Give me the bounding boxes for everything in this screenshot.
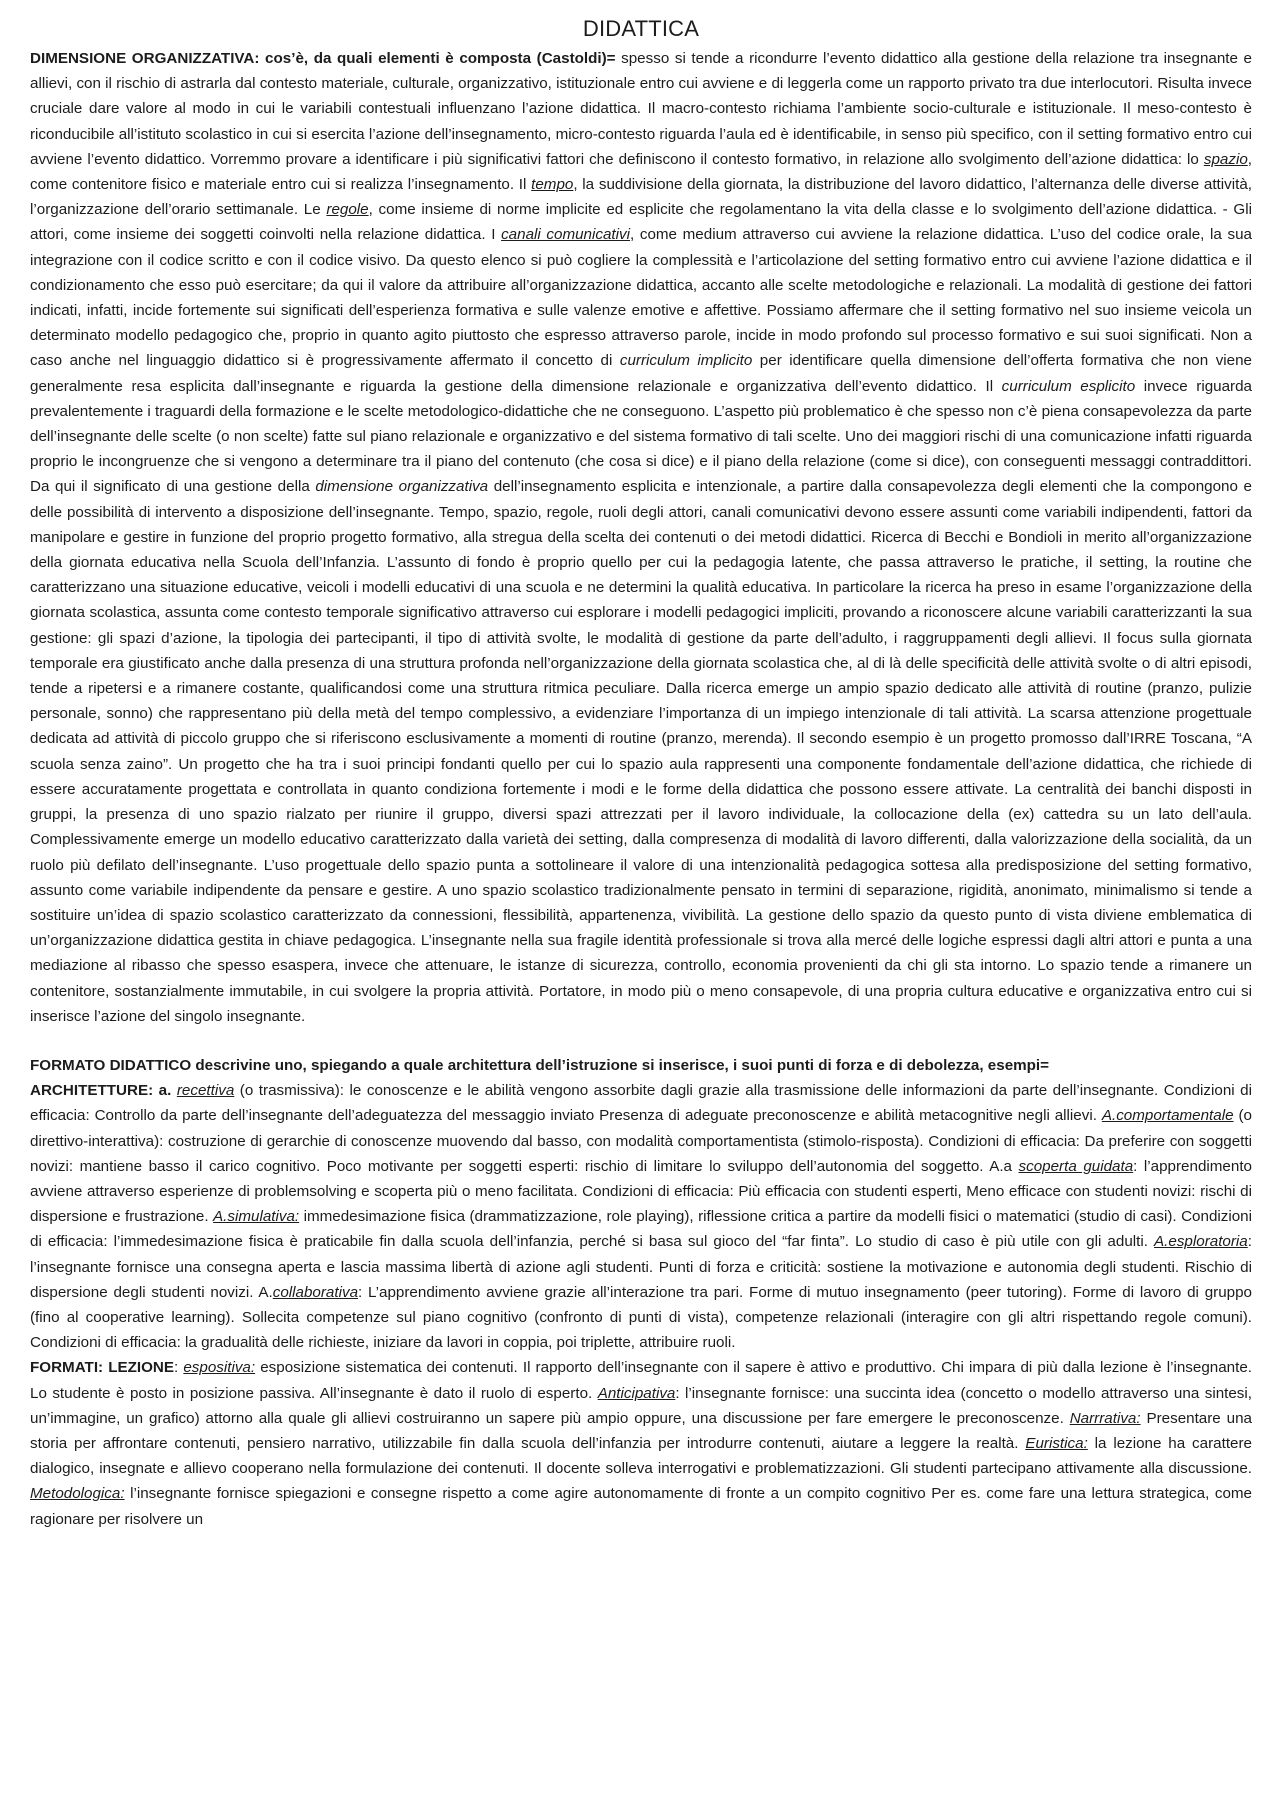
paragraph-formati-lezione: [30, 1355, 1252, 1531]
text-run: :: [174, 1359, 184, 1377]
term-simulativa: A.simulativa:: [213, 1208, 300, 1226]
text-run: Presentare una storia per affrontare contenuti, pensiero narrativo, utilizzabile fin dalla scuola dell’infanzia per introdurre contenuti, aiutare a leggere la realtà.: [30, 1409, 1252, 1452]
term-curriculum-implicito: curriculum implicito: [619, 352, 753, 370]
term-collaborativa: collaborativa: [272, 1283, 359, 1301]
term-dimensione-organizzativa: dimensione organizzativa: [315, 478, 489, 496]
term-curriculum-esplicito: curriculum esplicito: [1001, 377, 1136, 395]
section-lead-formati: FORMATI: LEZIONE: [30, 1359, 175, 1377]
section-spacer: [30, 1029, 1252, 1053]
term-scoperta-guidata: scoperta guidata: [1018, 1157, 1134, 1175]
text-run: , come insieme di norme implicite ed esplicite che regolamentano la vita della classe e lo svolgimento dell’azione didattica. - Gli attori, come insieme dei soggetti coinvolti nella relazione didattica. I: [30, 201, 1252, 244]
text-run: dell’insegnamento esplicita e intenzionale, a partire dalla consapevolezza degli elementi che la compongono e delle possibilità di intervento a disposizione dell’insegnante. Tempo, spazio, regole, ruoli degli attori, canali comunicativi devono essere assunti come variabili indipendenti, fattori da manipolare e gestire in funzione del proprio progetto formativo, alla stregua della scelta dei contenuti o dei metodi didattici. Ricerca di Becchi e Bondioli in merito all’organizzazione della giornata educativa nella Scuola dell’Infanzia. L’assunto di fondo è proprio quello per cui la pedagogia latente, che passa attraverso le pratiche, il setting, la routine che caratterizzano una situazione educative, veicoli i modelli educativi di una scuola e ne determini la qualità educativa. In particolare la ricerca ha preso in esame l’organizzazione della giornata scolastica, assunta come contesto temporale significativo attraverso cui esplorare i modelli pedagogici impliciti, provando a riconoscere alcune variabili caratterizzanti la sua gestione: gli spazi d’azione, la tipologia dei partecipanti, il tipo di attività svolte, le modalità di gestione da parte dell’adulto, i raggruppamenti degli allievi. Il focus sulla giornata temporale era giustificato anche dalla presenza di una struttura profonda nell’organizzazione della giornata scolastica che, al di là delle specificità delle attività svolte o di altri episodi, tende a ripetersi e a rimanere costante, qualificandosi come una struttura ritmica peculiare. Dalla ricerca emerge un ampio spazio dedicato alle attività di routine (pranzo, pulizie personale, sonno) che rappresentano più della metà del tempo complessivo, a evidenziare l’importanza di un impiego intenzionale di tali attività. La scarsa attenzione progettuale dedicata ad attività di piccolo gruppo che si riferiscono esclusivamente a momenti di routine (pranzo, merenda). Il secondo esempio è un progetto promosso dall’IRRE Toscana, “A scuola senza zaino”. Un progetto che ha tra i suoi principi fondanti quello per cui lo spazio aula rappresenti una componente fondamentale dell’azione didattica, che richiede di essere accuratamente progettata e controllata in quanto condiziona fortemente i modi e le forme della didattica che possono essere attivate. La centralità dei banchi disposti in gruppi, la presenza di uno spazio rialzato per riunire il gruppo, diversi spazi attrezzati per il lavoro individuale, la collocazione della (ex) cattedra su un lato dell’aula. Complessivamente emerge un modello educativo caratterizzato dalla varietà dei setting, dalla compresenza di modalità di lavoro differenti, dalla valorizzazione della socialità, da un ruolo più defilato dell’insegnante. L’uso progettuale dello spazio punta a sottolineare il valore di una intenzionalità pedagogica sottesa alla predisposizione del setting formativo, assunto come variabile indipendente da pensare e gestire. A uno spazio scolastico tradizionalmente pensato in termini di separazione, rigidità, anonimato, minimalismo si tende a sostituire un’idea di spazio scolastico caratterizzato da connessioni, flessibilità, appartenenza, vivibilità. La gestione dello spazio da questo punto di vista diviene emblematica di un’organizzazione didattica gestita in chiave pedagogica. L’insegnante nella sua fragile identità professionale si trova alla mercé delle logiche espressi dagli altri attori e punta a una mediazione al ribasso che spesso esaspera, invece che attenuare, le istanze di sicurezza, controllo, economia provenienti da chi gli sta intorno. Lo spazio tende a rimanere un contenitore, sostanzialmente immutabile, in cui svolgere la propria attività. Portatore, in modo più o meno consapevole, di una propria cultura educative e organizzativa entro cui si inserisce l’azione del singolo insegnante.: [30, 478, 1252, 1025]
term-euristica: Euristica:: [1025, 1434, 1088, 1452]
text-run: immedesimazione fisica (drammatizzazione, role playing), riflessione critica a partire da modelli fisici o matematici (studio di casi). Condizioni di efficacia: l’immedesimazione fisica è praticabile fin dalla scuola dell’infanzia, perché si basa sul gioco del “far finta”. Lo studio di caso è più utile con gli adulti.: [30, 1208, 1252, 1251]
text-run: : l’insegnante fornisce: una succinta idea (concetto o modello attraverso una sintesi, un’immagine, un grafico) attorno alla quale gli allievi costruiranno un sapere più ampio oppure, una discussione per fare emergere le preconoscenze.: [30, 1384, 1252, 1427]
term-narrativa: Narrrativa:: [1069, 1409, 1141, 1427]
paragraph-dimensione-organizzativa: [30, 46, 1252, 1029]
term-esploratoria: A.esploratoria: [1154, 1233, 1248, 1251]
text-run: , come contenitore fisico e materiale entro cui si realizza l’insegnamento. Il: [30, 150, 1252, 194]
text-run: esposizione sistematica dei contenuti. Il rapporto dell’insegnante con il sapere è attivo e produttivo. Chi impara di più dalla lezione è l’insegnante. Lo studente è posto in posizione passiva. All’insegnante è dato il ruolo di esperto.: [30, 1359, 1252, 1402]
document-title: DIDATTICA: [582, 16, 700, 41]
term-spazio: spazio: [1203, 150, 1248, 168]
text-run: la lezione ha carattere dialogico, insegnate e allievo cooperano nella formulazione dei contenuti. Il docente solleva interrogativi e problematizzazioni. Gli studenti partecipano attivamente alla discussione.: [30, 1434, 1252, 1478]
text-run: : l’insegnante fornisce una consegna aperta e lascia massima libertà di azione agli studenti. Punti di forza e criticità: sostiene la motivazione e autonomia degli studenti. Rischio di dispersione degli studenti novizi. A.: [30, 1233, 1252, 1301]
paragraph-architetture: [30, 1078, 1252, 1355]
section-lead-architetture: ARCHITETTURE: a.: [30, 1082, 172, 1100]
section-lead-dimensione-organizzativa: DIMENSIONE ORGANIZZATIVA: cos’è, da quali elementi è composta (Castoldi)=: [30, 50, 616, 67]
term-anticipativa: Anticipativa: [597, 1384, 676, 1402]
term-espositiva: espositiva:: [183, 1359, 256, 1377]
text-run: , la suddivisione della giornata, la distribuzione del lavoro didattico, l’alternanza delle diverse attività, l’organizzazione dell’orario settimanale. Le: [30, 176, 1253, 219]
text-run: , come medium attraverso cui avviene la relazione didattica. L’uso del codice orale, la sua integrazione con il codice scritto e con il codice visivo. Da questo elenco si può cogliere la complessità e l’articolazione del setting formativo entro cui avviene l’azione didattica e il condizionamento che esso può esercitare; da qui il valore da attribuire all’organizzazione didattica, accanto alle scelte metodologiche e relazionali. La modalità di gestione dei fattori indicati, infatti, incide fortemente sui significati dell’esperienza formativa e sulle valenze emotive e affettive. Possiamo affermare che il setting formativo nel suo insieme veicola un determinato modello pedagogico che, proprio in quanto agito piuttosto che espresso attraverso parole, incide in modo profondo sul processo formativo e sui suoi significati. Non a caso anche nel linguaggio didattico si è progressivamente affermato il concetto di: [30, 226, 1252, 370]
term-comportamentale: A.comportamentale: [1101, 1107, 1234, 1125]
term-canali-comunicativi: canali comunicativi: [501, 226, 630, 244]
term-recettiva: recettiva: [176, 1082, 235, 1100]
term-metodologica: Metodologica:: [30, 1485, 125, 1503]
text-run: (o direttivo-interattiva): costruzione di gerarchie di conoscenze muovendo dal basso, con modalità comportamentista (stimolo-risposta). Condizioni di efficacia: Da preferire con soggetti novizi: mantiene basso il carico cognitivo. Poco motivante per soggetti esperti: rischio di limitare lo sviluppo dell’autonomia del soggetto. A.a: [30, 1107, 1252, 1175]
text-run: : L’apprendimento avviene grazie all’interazione tra pari. Forme di mutuo insegnamento (peer tutoring). Forme di lavoro di gruppo (fino al cooperative learning). Sollecita competenze sul piano cognitivo (confronto di punti di vista), competenze relazionali (interagire con gli altri rispettando regole comuni). Condizioni di efficacia: la gradualità delle richieste, iniziare da lavori in coppia, poi triplette, attribuire ruoli.: [30, 1283, 1252, 1352]
text-run: invece riguarda prevalentemente i traguardi della formazione e le scelte metodologico-didattiche che ne conseguono. L’aspetto più problematico è che spesso non c’è piena consapevolezza da parte dell’insegnante delle scelte (o non scelte) fatte sul piano relazionale e organizzativo e del sistema formativo di tali scelte. Uno dei maggiori rischi di una comunicazione infatti riguarda proprio le incongruenze che si vengono a determinare tra il piano del contenuto (che cosa si dice) e il piano della relazione (come si dice), con conseguenti messaggi contraddittori. Da qui il significato di una gestione della: [30, 377, 1252, 496]
text-run: : l’apprendimento avviene attraverso esperienze di problemsolving e scoperta più o meno facilitata. Condizioni di efficacia: Più efficacia con studenti esperti, Meno efficace con studenti novizi: rischi di dispersione e frustrazione.: [30, 1157, 1252, 1226]
text-run: l’insegnante fornisce spiegazioni e consegne rispetto a come agire autonomamente di fronte a un compito cognitivo Per es. come fare una lettura strategica, come ragionare per risolvere un: [30, 1485, 1252, 1528]
text-run: per identificare quella dimensione dell’offerta formativa che non viene generalmente resa esplicita dall’insegnante e riguarda la gestione della dimensione relazionale e organizzativa dell’evento didattico. Il: [30, 352, 1253, 395]
text-run: spesso si tende a ricondurre l’evento didattico alla gestione della relazione tra insegnante e allievi, con il rischio di astrarla dal contesto materiale, culturale, organizzativo, istituzionale entro cui avviene e di leggerla come un rapporto privato tra due interlocutori. Risulta invece cruciale dare valore al modo in cui le variabili contestuali influenzano l’azione didattica. Il macro-contesto richiama l’ambiente socio-culturale e istituzionale. Il meso-contesto è riconducibile all’istituto scolastico in cui si esercita l’azione dell’insegnamento, micro-contesto riguarda l’aula ed è identificabile, in senso più specifico, con il setting formativo entro cui avviene l’evento didattico. Vorremmo provare a identificare i più significativi fattori che definiscono il contesto formativo, in relazione allo svolgimento dell’azione didattica: lo: [30, 50, 1252, 168]
term-tempo: tempo: [531, 176, 574, 194]
text-run: (o trasmissiva): le conoscenze e le abilità vengono assorbite dagli grazie alla trasmissione delle informazioni da parte dell’insegnante. Condizioni di efficacia: Controllo da parte dell’insegnante dell’adeguatezza del messaggio inviato Presenza di adeguate preconoscenze e abilità metacognitive negli allievi.: [30, 1082, 1252, 1125]
section-heading-formato-didattico: FORMATO DIDATTICO descrivine uno, spiegando a quale architettura dell’istruzione si inserisce, i suoi punti di forza e di debolezza, esempi=: [30, 1056, 1050, 1074]
term-regole: regole: [326, 201, 369, 219]
